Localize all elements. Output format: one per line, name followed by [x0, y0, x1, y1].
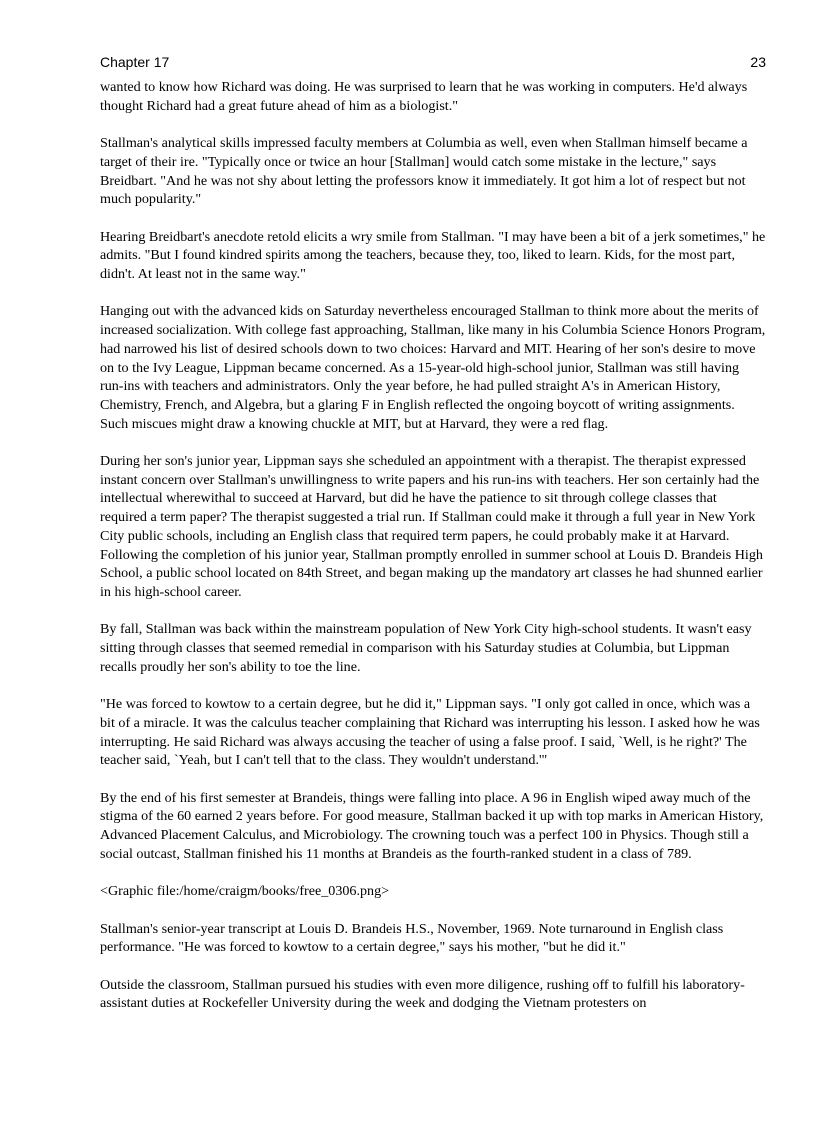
- figure-caption: Stallman's senior-year transcript at Louis D. Brandeis H.S., November, 1969. Note turnaround in English class performance. "He was forced to kowtow to a certain degree," says his mother, "but he did it.": [100, 920, 724, 956]
- paragraph: By the end of his first semester at Brandeis, things were falling into place. A 96 in English wiped away much of the stigma of the 60 earned 2 years before. For good measure, Stallman backed it up with top marks in American History, Advanced Placement Calculus, and Microbiology. The crowning touch was a perfect 100 in Physics. Though still a social outcast, Stallman finished his 11 months at Brandeis as the fourth-ranked student in a class of 789.: [100, 789, 764, 862]
- paragraph: "He was forced to kowtow to a certain degree, but he did it," Lippman says. "I only got called in once, which was a bit of a miracle. It was the calculus teacher complaining that Richard was interrupting his lesson. I asked how he was interrupting. He said Richard was always accusing the teacher of using a false proof. I said, `Well, is he right?' The teacher said, `Yeah, but I can't tell that to the class. They wouldn't understand.'": [100, 696, 760, 769]
- paragraph: Stallman's analytical skills impressed faculty members at Columbia as well, even when Stallman himself became a target of their ire. "Typically once or twice an hour [Stallman] would catch some mistake in the lecture," says Breidbart. "And he was not shy about letting the professors know it immediately. It got him a lot of respect but not much popularity.": [100, 135, 748, 208]
- paragraph: By fall, Stallman was back within the mainstream population of New York City high-school students. It wasn't easy sitting through classes that seemed remedial in comparison with his Saturday studies at Columbia, but Lippman recalls proudly her son's ability to toe the line.: [100, 621, 752, 675]
- paragraph: Hanging out with the advanced kids on Saturday nevertheless encouraged Stallman to think more about the merits of increased socialization. With college fast approaching, Stallman, like many in his Columbia Science Honors Program, had narrowed his list of desired schools down to two choices: Harvard and MIT. Hearing of her son's desire to move on to the Ivy League, Lippman became concerned. As a 15-year-old high-school junior, Stallman was still having run-ins with teachers and administrators. Only the year before, he had pulled straight A's in American History, Chemistry, French, and Algebra, but a glaring F in English reflected the ongoing boycott of writing assignments. Such miscues might draw a knowing chuckle at MIT, but at Harvard, they were a red flag.: [100, 303, 766, 432]
- document-page: [100, 0, 766, 1123]
- paragraph: During her son's junior year, Lippman says she scheduled an appointment with a therapist. The therapist expressed instant concern over Stallman's unwillingness to write papers and his run-ins with teachers. Her son certainly had the intellectual wherewithal to succeed at Harvard, but did he have the patience to sit through college classes that required a term paper? The therapist suggested a trial run. If Stallman could make it through a full year in New York City public schools, including an English class that required term papers, he could probably make it at Harvard. Following the completion of his junior year, Stallman promptly enrolled in summer school at Louis D. Brandeis High School, a public school located on 84th Street, and began making up the mandatory art classes he had shunned earlier in his high-school career.: [100, 453, 763, 600]
- paragraph: wanted to know how Richard was doing. He was surprised to learn that he was working in computers. He'd always thought Richard had a great future ahead of him as a biologist.": [100, 79, 748, 114]
- paragraph: Outside the classroom, Stallman pursued his studies with even more diligence, rushing off to fulfill his laboratory-assistant duties at Rockefeller University during the week and dodging the Vietnam protesters on: [100, 976, 745, 1012]
- page-header: [100, 54, 766, 72]
- paragraph: Hearing Breidbart's anecdote retold elicits a wry smile from Stallman. "I may have been a bit of a jerk sometimes," he admits. "But I found kindred spirits among the teachers, because they, too, liked to learn. Kids, for the most part, didn't. At least not in the same way.": [100, 228, 766, 282]
- chapter-title: Chapter 17: [100, 54, 170, 70]
- document-body: [100, 78, 766, 1032]
- page-number: 23: [750, 54, 766, 70]
- graphic-placeholder: <Graphic file:/home/craigm/books/free_0306.png>: [100, 883, 390, 900]
